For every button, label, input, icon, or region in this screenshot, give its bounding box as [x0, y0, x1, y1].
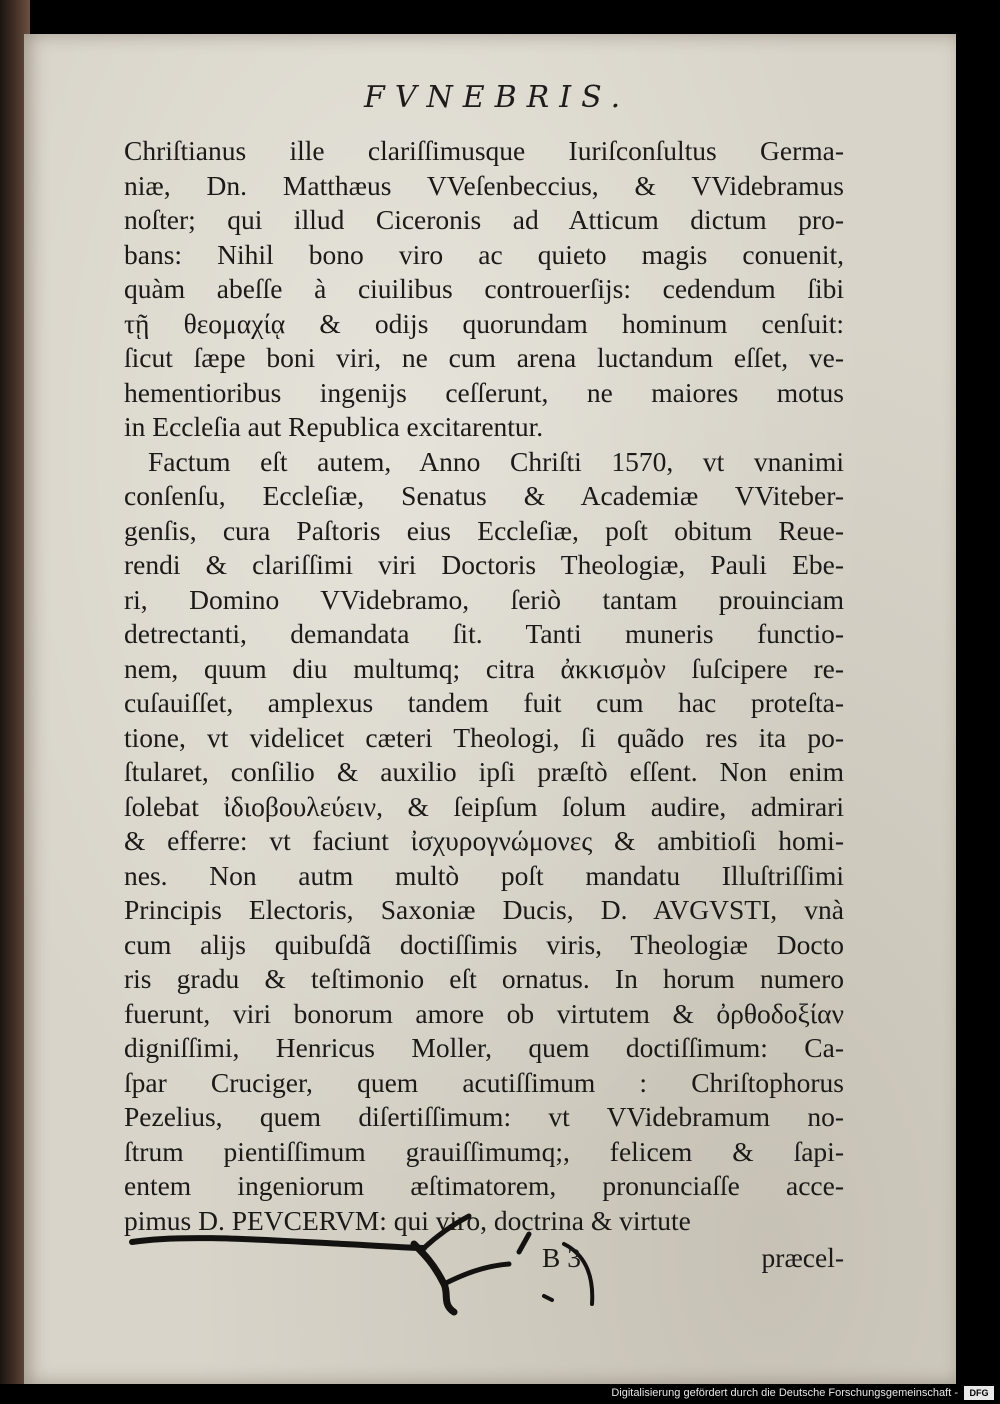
page-footer-line — [124, 1242, 844, 1278]
text-line: ſolebat ἰδιοβουλεύειν, & ſeipſum ſolum audire, admirari — [124, 790, 844, 822]
catchword: præcel- — [761, 1242, 844, 1273]
dfg-logo: DFG — [964, 1386, 994, 1400]
text-line: nes. Non autm multò poſt mandatu Illuſtriſſimi — [124, 859, 844, 891]
signature-mark: B 3 — [542, 1242, 581, 1273]
running-head: FVNEBRIS. — [364, 80, 631, 115]
text-line: ſtrum pientiſſimum grauiſſimumq;, felicem & ſapi- — [124, 1135, 844, 1167]
text-line: Pezelius, quem diſertiſſimum: vt VVidebramum no- — [124, 1101, 844, 1132]
text-line: Chriſtianus ille clariſſimusque Iuriſconſultus Germa- — [124, 135, 844, 166]
text-line: ſicut ſæpe boni viri, ne cum arena luctandum eſſet, ve- — [124, 342, 844, 373]
text-line: quàm abeſſe à ciuilibus controuerſijs: cedendum ſibi — [124, 273, 844, 304]
text-line: genſis, cura Paſtoris eius Eccleſiæ, poſt obitum Reue- — [124, 514, 844, 546]
text-line: & efferre: vt faciunt ἰσχυρογνώμονες & ambitioſi homi- — [124, 825, 844, 856]
text-line: niæ, Dn. Matthæus VVeſenbeccius, & VVidebramus — [124, 169, 844, 201]
text-line: in Eccleſia aut Republica excitarentur. — [124, 411, 544, 442]
text-line: τῇ θεομαχίᾳ & odijs quorundam hominum cenſuit: — [124, 307, 844, 339]
text-line: cuſauiſſet, amplexus tandem fuit cum hac proteſta- — [124, 687, 844, 718]
text-line: nem, quum diu multumq; citra ἀκκισμὸν ſuſcipere re- — [124, 652, 844, 684]
text-line: pimus D. PEVCERVM: qui viro, doctrina & virtute — [124, 1204, 691, 1236]
text-line: ſtularet, conſilio & auxilio ipſi prӕſtò eſſent. Non enim — [124, 756, 844, 787]
text-line: cum alijs quibuſdã doctiſſimis viris, Theologiæ Docto — [124, 928, 844, 960]
text-line: Principis Electoris, Saxoniæ Ducis, D. AVGVSTI, vnà — [124, 894, 844, 925]
text-line: bans: Nihil bono viro ac quieto magis conuenit, — [124, 238, 844, 270]
text-line: Factum eſt autem, Anno Chriſti 1570, vt vnanimi — [148, 445, 844, 477]
text-line: ris gradu & teſtimonio eſt ornatus. In horum numero — [124, 963, 844, 994]
text-line: detrectanti, demandata ſit. Tanti muneris functio- — [124, 618, 844, 649]
book-page — [24, 34, 956, 1384]
text-line: ſpar Cruciger, quem acutiſſimum : Chriſtophorus — [124, 1066, 844, 1098]
text-line: digniſſimi, Henricus Moller, quem doctiſſimum: Ca- — [124, 1032, 844, 1063]
text-line: hementioribus ingenijs ceſſerunt, ne maiores motus — [124, 376, 844, 408]
text-line: entem ingeniorum æſtimatorem, pronunciaſſe acce- — [124, 1170, 844, 1201]
text-line: ri, Domino VVidebramo, ſeriò tantam prouinciam — [124, 583, 844, 615]
digitization-credit: Digitalisierung gefördert durch die Deutsche Forschungsgemeinschaft - — [611, 1387, 958, 1399]
text-line: noſter; qui illud Ciceronis ad Atticum dictum pro- — [124, 204, 844, 235]
text-line: tione, vt videlicet cæteri Theologi, ſi quãdo res ita po- — [124, 721, 844, 753]
body-text — [124, 134, 844, 1238]
text-line: conſenſu, Eccleſiæ, Senatus & Academiæ VViteber- — [124, 480, 844, 511]
text-line: rendi & clariſſimi viri Doctoris Theologiæ, Pauli Ebe- — [124, 549, 844, 580]
text-line: fuerunt, viri bonorum amore ob virtutem & ὀρθοδοξίαν — [124, 997, 844, 1029]
